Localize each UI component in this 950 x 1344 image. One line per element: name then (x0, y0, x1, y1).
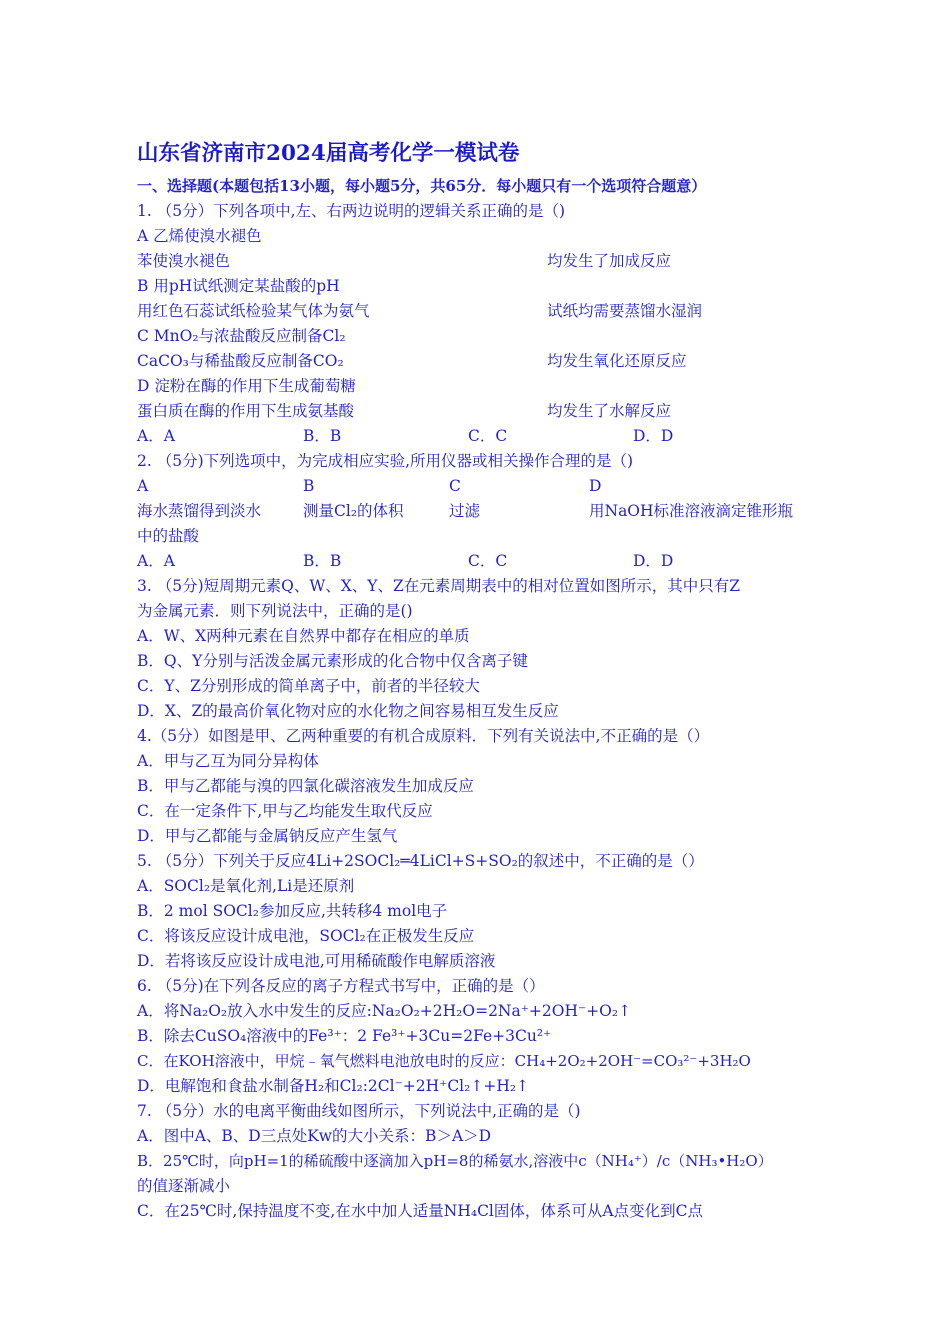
q2-cell-a: 海水蒸馏得到淡水 (137, 502, 262, 520)
q6-option-b[interactable]: B．除去CuSO₄溶液中的Fe³⁺：2 Fe³⁺+3Cu=2Fe+3Cu²⁺ (137, 1027, 552, 1045)
q2-option-c[interactable]: C．C (468, 552, 508, 570)
q6-stem: 6. （5分)在下列各反应的离子方程式书写中，正确的是（） (137, 977, 545, 995)
q1-row-c-left: CaCO₃与稀盐酸反应制备CO₂ (137, 352, 344, 370)
q4-stem: 4.（5分）如图是甲、乙两种重要的有机合成原料．下列有关说法中,不正确的是（） (137, 727, 710, 745)
q1-row-d-left: 蛋白质在酶的作用下生成氨基酸 (137, 402, 355, 420)
q2-option-b[interactable]: B．B (303, 552, 342, 570)
q1-row-b-label: B 用pH试纸测定某盐酸的pH (137, 277, 340, 295)
q4-option-d[interactable]: D．甲与乙都能与金属钠反应产生氢气 (137, 827, 398, 845)
q1-row-a-label: A 乙烯使溴水褪色 (137, 227, 262, 245)
q4-option-b[interactable]: B．甲与乙都能与溴的四氯化碳溶液发生加成反应 (137, 777, 474, 795)
q3-stem-1: 3. （5分)短周期元素Q、W、X、Y、Z在元素周期表中的相对位置如图所示，其中只有Z (137, 577, 741, 595)
q6-option-d[interactable]: D．电解饱和食盐水制备H₂和Cl₂:2Cl⁻+2H⁺Cl₂↑+H₂↑ (137, 1077, 530, 1095)
q1-row-b-left: 用红色石蕊试纸检验某气体为氨气 (137, 302, 370, 320)
q1-stem: 1. （5分）下列各项中,左、右两边说明的逻辑关系正确的是（) (137, 202, 566, 220)
q3-stem-2: 为金属元素．则下列说法中，正确的是() (137, 602, 413, 620)
q1-row-c-right: 均发生氧化还原反应 (547, 352, 687, 370)
q1-option-a[interactable]: A．A (137, 427, 175, 445)
page-title: 山东省济南市2024届高考化学一模试卷 (137, 141, 520, 166)
q5-option-a[interactable]: A．SOCl₂是氧化剂,Li是还原剂 (137, 877, 355, 895)
q1-row-d-right: 均发生了水解反应 (547, 402, 672, 420)
q1-row-c-label: C MnO₂与浓盐酸反应制备Cl₂ (137, 327, 346, 345)
q6-option-a[interactable]: A．将Na₂O₂放入水中发生的反应:Na₂O₂+2H₂O=2Na⁺+2OH⁻+O₂↑ (137, 1002, 632, 1020)
q2-option-d[interactable]: D．D (633, 552, 674, 570)
q2-stem: 2. （5分)下列选项中，为完成相应实验,所用仪器或相关操作合理的是（) (137, 452, 634, 470)
q7-option-b[interactable]: B．25℃时，向pH=1的稀硫酸中逐滴加入pH=8的稀氨水,溶液中c（NH₄⁺）/c（NH₃•H₂O） (137, 1152, 773, 1170)
q1-option-b[interactable]: B．B (303, 427, 342, 445)
q7-option-b-cont: 的值逐渐减小 (137, 1177, 231, 1195)
q1-option-d[interactable]: D．D (633, 427, 674, 445)
q3-option-a[interactable]: A．W、X两种元素在自然界中都存在相应的单质 (137, 627, 470, 645)
q1-row-d-label: D 淀粉在酶的作用下生成葡萄糖 (137, 377, 356, 395)
q1-row-b-right: 试纸均需要蒸馏水湿润 (547, 302, 703, 320)
q1-row-a-left: 苯使溴水褪色 (137, 252, 231, 270)
q5-option-d[interactable]: D．若将该反应设计成电池,可用稀硫酸作电解质溶液 (137, 952, 496, 970)
q7-stem: 7. （5分）水的电离平衡曲线如图所示，下列说法中,正确的是（) (137, 1102, 581, 1120)
q2-cell-b: 测量Cl₂的体积 (303, 502, 404, 520)
q2-head-b: B (303, 477, 315, 495)
q6-option-c[interactable]: C．在KOH溶液中，甲烷﹣氧气燃料电池放电时的反应：CH₄+2O₂+2OH⁻=CO₃²⁻+3H₂O (137, 1052, 751, 1070)
q2-option-a[interactable]: A．A (137, 552, 175, 570)
q4-option-a[interactable]: A．甲与乙互为同分异构体 (137, 752, 319, 770)
q7-option-c[interactable]: C．在25℃时,保持温度不变,在水中加人适量NH₄Cl固体，体系可从A点变化到C点 (137, 1202, 703, 1220)
q2-cell-d: 用NaOH标准溶液滴定锥形瓶 (589, 502, 794, 520)
q4-option-c[interactable]: C．在一定条件下,甲与乙均能发生取代反应 (137, 802, 433, 820)
q3-option-c[interactable]: C．Y、Z分别形成的简单离子中，前者的半径较大 (137, 677, 480, 695)
q5-option-c[interactable]: C．将该反应设计成电池，SOCl₂在正极发生反应 (137, 927, 475, 945)
q2-cell-c: 过滤 (449, 502, 481, 520)
q5-option-b[interactable]: B．2 mol SOCl₂参加反应,共转移4 mol电子 (137, 902, 448, 920)
q7-option-a[interactable]: A．图中A、B、D三点处Kw的大小关系：B＞A＞D (137, 1127, 492, 1145)
q2-head-c: C (449, 477, 461, 495)
q1-row-a-right: 均发生了加成反应 (547, 252, 672, 270)
q3-option-b[interactable]: B．Q、Y分别与活泼金属元素形成的化合物中仅含离子键 (137, 652, 528, 670)
q2-head-a: A (137, 477, 149, 495)
q2-cell-d-cont: 中的盐酸 (137, 527, 200, 545)
q5-stem: 5. （5分）下列关于反应4Li+2SOCl₂═4LiCl+S+SO₂的叙述中，不正确的是（） (137, 852, 704, 870)
section-heading: 一、选择题(本题包括13小题，每小题5分，共65分．每小题只有一个选项符合题意） (137, 177, 707, 195)
q3-option-d[interactable]: D．X、Z的最高价氧化物对应的水化物之间容易相互发生反应 (137, 702, 559, 720)
q2-head-d: D (589, 477, 602, 495)
q1-option-c[interactable]: C．C (468, 427, 508, 445)
